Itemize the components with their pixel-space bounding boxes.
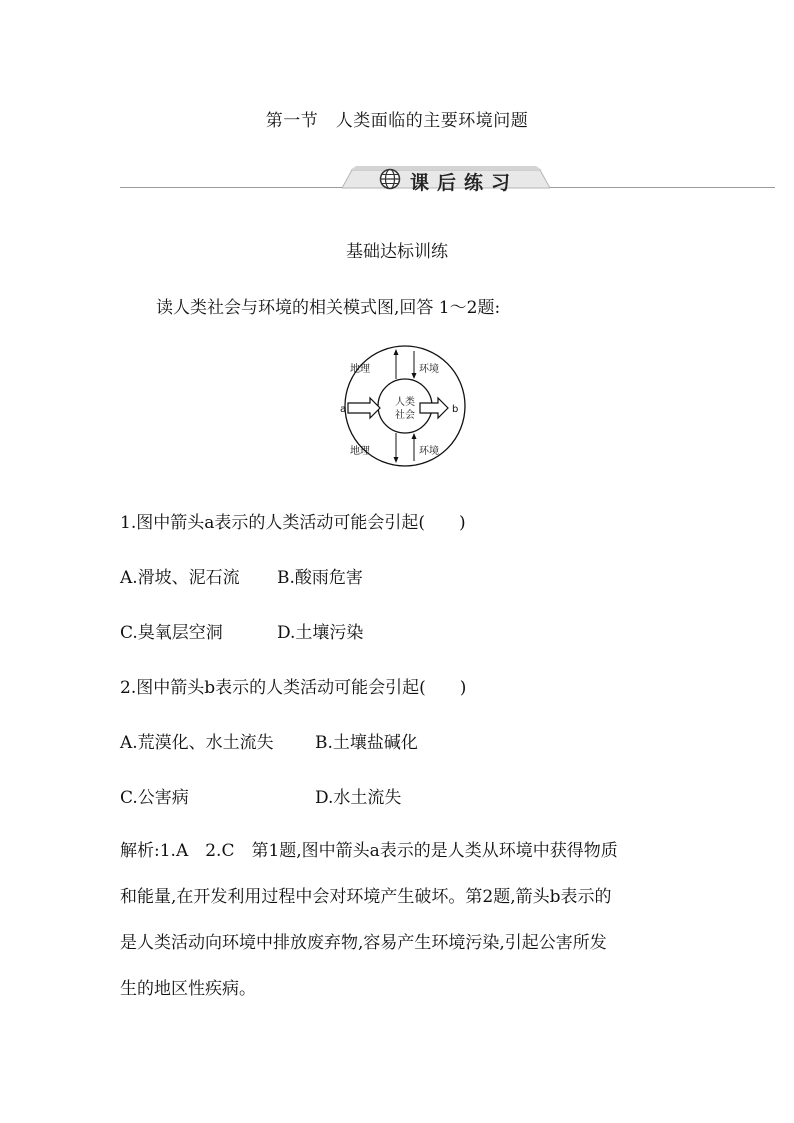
label-bottom-right: 环境 bbox=[419, 446, 439, 457]
analysis-line: 是人类活动向环境中排放废弃物,容易产生环境污染,引起公害所发 bbox=[120, 933, 607, 953]
label-bottom-left: 地理 bbox=[350, 446, 370, 457]
question-2-option-b: B.土壤盐碱化 bbox=[315, 733, 418, 753]
question-1-option-b: B.酸雨危害 bbox=[277, 568, 363, 588]
arrow-up-top-left bbox=[394, 349, 399, 355]
section-title: 基础达标训练 bbox=[346, 242, 448, 262]
question-2-option-a: A.荒漠化、水土流失 bbox=[120, 733, 274, 753]
human-environment-diagram bbox=[322, 343, 488, 469]
label-a: a bbox=[340, 404, 347, 415]
label-center-2: 社会 bbox=[395, 410, 415, 421]
arrow-down-bottom-left bbox=[394, 457, 399, 463]
question-2-stem: 2.图中箭头b表示的人类活动可能会引起( ) bbox=[120, 678, 467, 698]
question-intro: 读人类社会与环境的相关模式图,回答 1～2题: bbox=[156, 298, 501, 318]
label-top-right: 环境 bbox=[419, 364, 439, 375]
label-b: b bbox=[452, 404, 459, 415]
arrow-down-top-right bbox=[412, 373, 417, 379]
question-2-option-c: C.公害病 bbox=[120, 788, 189, 808]
arrow-up-bottom-right bbox=[412, 433, 417, 439]
question-2-option-d: D.水土流失 bbox=[315, 788, 402, 808]
analysis-line: 解析:1.A 2.C 第1题,图中箭头a表示的是人类从环境中获得物质 bbox=[120, 841, 618, 861]
question-1-option-d: D.土壤污染 bbox=[277, 623, 364, 643]
globe-icon bbox=[379, 168, 401, 190]
page-title: 第一节 人类面临的主要环境问题 bbox=[265, 111, 529, 131]
label-top-left: 地理 bbox=[350, 364, 370, 375]
analysis-line: 和能量,在开发利用过程中会对环境产生破坏。第2题,箭头b表示的 bbox=[120, 887, 612, 907]
arrow-b bbox=[420, 398, 448, 418]
banner-label: 课后练习 bbox=[410, 172, 519, 194]
analysis-line: 生的地区性疾病。 bbox=[120, 979, 256, 999]
question-1-stem: 1.图中箭头a表示的人类活动可能会引起( ) bbox=[120, 513, 466, 533]
question-1-option-a: A.滑坡、泥石流 bbox=[120, 568, 240, 588]
arrow-a bbox=[348, 398, 380, 418]
label-center-1: 人类 bbox=[395, 397, 415, 408]
analysis-block bbox=[120, 828, 695, 1012]
question-1-option-c: C.臭氧层空洞 bbox=[120, 623, 223, 643]
